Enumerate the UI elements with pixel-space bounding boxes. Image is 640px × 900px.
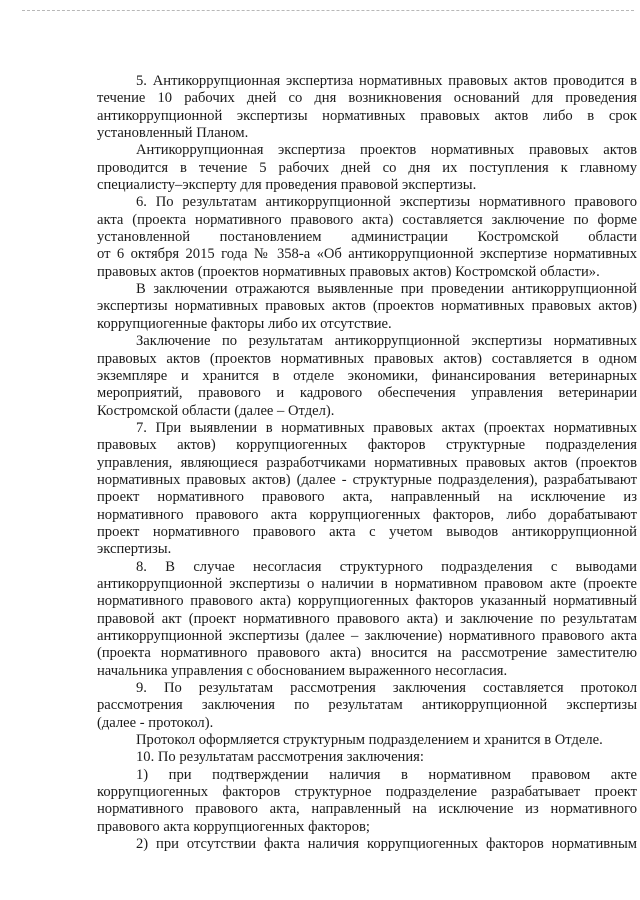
scan-top-edge-divider xyxy=(22,10,634,11)
text-line: экспертизы. xyxy=(97,541,172,558)
text-line: Антикоррупционная экспертиза проектов нормативных правовых актов xyxy=(136,142,637,159)
text-line: проект нормативного правового акта, направленный на исключение из xyxy=(97,489,637,506)
text-line: правовой акт (проект нормативного правового акта) и заключение по результатам xyxy=(97,610,637,627)
text-line: 6. По результатам антикоррупционной экспертизы нормативного правового xyxy=(136,194,637,211)
text-line: управления, являющиеся разработчиками нормативных правовых актов (проектов xyxy=(97,454,637,471)
text-line: 7. При выявлении в нормативных правовых актах (проектах нормативных xyxy=(136,419,637,436)
text-line: (проекта нормативного правового акта) вносится на рассмотрение заместителю xyxy=(97,645,637,662)
text-line: 8. В случае несогласия структурного подразделения с выводами xyxy=(136,558,637,575)
text-line: 10. По результатам рассмотрения заключения: xyxy=(136,749,424,766)
document-body xyxy=(97,73,637,853)
text-line: правовых актов (проектов нормативных правовых актов) составляется в одном xyxy=(97,350,637,367)
text-line: 9. По результатам рассмотрения заключения составляется протокол xyxy=(136,680,637,697)
text-line: Протокол оформляется структурным подразделением и хранится в Отделе. xyxy=(136,732,603,749)
text-line: 5. Антикоррупционная экспертиза нормативных правовых актов проводится в xyxy=(136,73,637,89)
text-line: Костромской области (далее – Отдел). xyxy=(97,402,335,419)
text-line: экспертизы нормативных правовых актов (проектов нормативных правовых актов) xyxy=(97,298,637,315)
text-line: антикоррупционной экспертизы о наличии в нормативном правовом акте (проекте xyxy=(97,575,637,592)
text-line: антикоррупционной экспертизы нормативных правовых актов либо в срок xyxy=(97,107,637,124)
text-line: правового акта коррупциогенных факторов; xyxy=(97,818,370,835)
text-line: нормативного правового акта коррупциогенных факторов, либо дорабатывают xyxy=(97,506,637,523)
text-line: нормативного правового акта) коррупциогенных факторов указанный нормативный xyxy=(97,593,637,610)
text-line: проект нормативного правового акта с учетом выводов антикоррупционной xyxy=(97,523,637,540)
text-line: нормативного правового акта, направленный на исключение из нормативного xyxy=(97,801,637,818)
text-line: рассмотрения заключения по результатам антикоррупционной экспертизы xyxy=(97,697,637,714)
text-line: нормативных правовых актов) (далее - структурные подразделения), разрабатывают xyxy=(97,471,637,488)
text-line: специалисту–эксперту для проведения правовой экспертизы. xyxy=(97,177,477,194)
text-line: правовых актов (проектов нормативных правовых актов) Костромской области». xyxy=(97,263,600,280)
text-line: (далее - протокол). xyxy=(97,714,214,731)
text-line: течение 10 рабочих дней со дня возникновения оснований для проведения xyxy=(97,90,637,107)
text-line: коррупциогенных факторов структурное подразделение разрабатывает проект xyxy=(97,784,637,801)
text-line: 1) при подтверждении наличия в нормативном правовом акте xyxy=(136,766,637,783)
text-line: экземпляре и хранится в отделе экономики, финансирования ветеринарных xyxy=(97,367,637,384)
text-line: установленный Планом. xyxy=(97,125,249,142)
text-line: мероприятий, правового и кадрового обеспечения управления ветеринарии xyxy=(97,385,637,402)
text-line: от 6 октября 2015 года № 358-а «Об антикоррупционной экспертизе нормативных xyxy=(97,246,637,263)
text-line: Заключение по результатам антикоррупционной экспертизы нормативных xyxy=(136,333,637,350)
text-line: 2) при отсутствии факта наличия коррупциогенных факторов нормативным xyxy=(136,836,637,853)
text-line: коррупциогенные факторы либо их отсутствие. xyxy=(97,315,392,332)
text-line: установленной постановлением администрации Костромской области xyxy=(97,229,637,246)
text-line: проводится в течение 5 рабочих дней со дня их поступления к главному xyxy=(97,159,637,176)
text-line: антикоррупционной экспертизы (далее – заключение) нормативного правового акта xyxy=(97,628,637,644)
text-line: правовых актов) коррупциогенных факторов структурные подразделения xyxy=(97,437,637,454)
text-line: В заключении отражаются выявленные при проведении антикоррупционной xyxy=(136,281,637,298)
text-line: начальника управления с обоснованием выраженного несогласия. xyxy=(97,662,508,679)
text-line: акта (проекта нормативного правового акта) составляется заключение по форме xyxy=(97,211,637,228)
